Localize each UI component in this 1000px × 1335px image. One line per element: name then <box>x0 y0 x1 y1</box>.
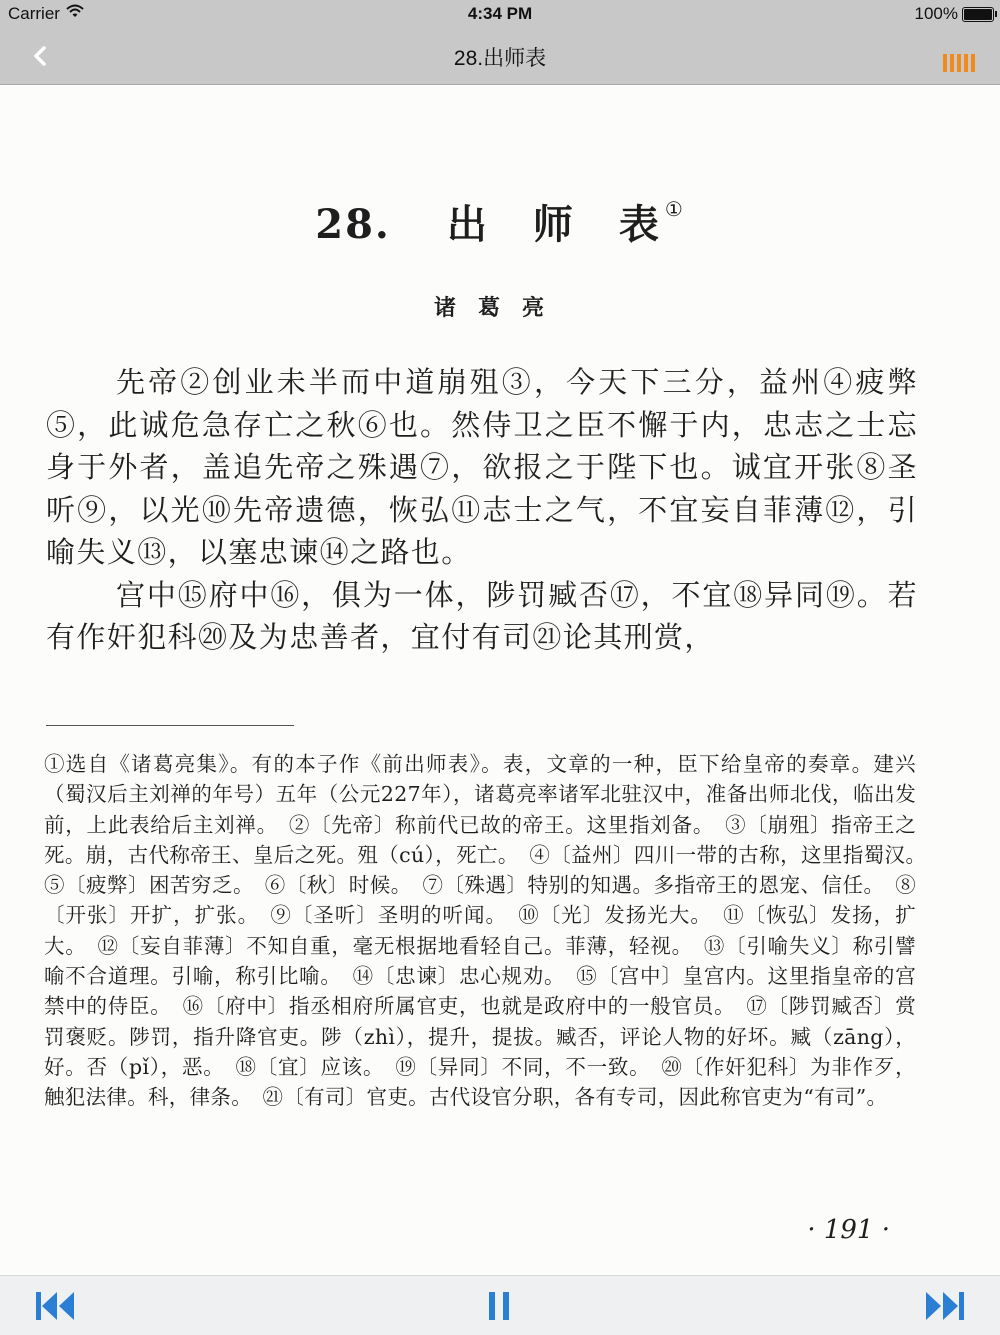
footnotes <box>44 749 937 1113</box>
skip-next-icon <box>926 1292 964 1320</box>
title-footnote-mark: ① <box>664 197 685 221</box>
pause-icon <box>489 1292 509 1320</box>
player-bar <box>0 1275 1000 1335</box>
footnote-text: ①选自《诸葛亮集》。有的本子作《前出师表》。表，文章的一种，臣下给皇帝的奏章。建兴（蜀汉后主刘禅的年号）五年（公元227年），诸葛亮率诸军北驻汉中，准备出师北伐，临出发前，上此表给后主刘禅。 ②〔先帝〕称前代已故的帝王。这里指刘备。 ③〔崩殂〕指帝王之死。崩，古代称帝王、皇后之死。殂（cú），死亡。 ④〔益州〕四川一带的古称，这里指蜀汉。 ⑤〔疲弊〕困苦穷乏。 ⑥〔秋〕时候。 ⑦〔殊遇〕特别的知遇。多指帝王的恩宠、信任。 ⑧〔开张〕开扩，扩张。 ⑨〔圣听〕圣明的听闻。 ⑩〔光〕发扬光大。 ⑪〔恢弘〕发扬，扩大。 ⑫〔妄自菲薄〕不知自重，毫无根据地看轻自己。菲薄，轻视。 ⑬〔引喻失义〕称引譬喻不合道理。引喻，称引比喻。 ⑭〔忠谏〕忠心规劝。 ⑮〔宫中〕皇宫内。这里指皇帝的宫禁中的侍臣。 ⑯〔府中〕指丞相府所属官吏，也就是政府中的一般官员。 ⑰〔陟罚臧否〕赏罚褒贬。陟罚，指升降官吏。陟（zhì），提升，提拔。臧否，评论人物的好坏。臧（zāng），好。否（pǐ），恶。 ⑱〔宜〕应该。 ⑲〔异同〕不同，不一致。 ⑳〔作奸犯科〕为非作歹，触犯法律。科，律条。 ㉑〔有司〕官吏。古代设官分职，各有专司，因此称官吏为“有司”。 <box>44 752 937 1110</box>
author-name: 诸葛亮 <box>433 295 566 321</box>
status-time: 4:34 PM <box>467 4 533 23</box>
page-number: · 191 · <box>807 1215 890 1245</box>
carrier-label: Carrier <box>8 4 60 23</box>
battery-icon <box>962 7 994 22</box>
nav-bar <box>0 28 1000 85</box>
menu-button[interactable] <box>942 50 976 72</box>
footnote-divider <box>46 725 294 726</box>
battery-percentage: 100% <box>914 4 958 23</box>
title-char: 出 <box>446 201 489 248</box>
lesson-number: 28. <box>315 201 391 248</box>
book-page <box>0 85 1000 1275</box>
pause-button[interactable] <box>486 1290 512 1322</box>
previous-track-button[interactable] <box>34 1290 76 1322</box>
title-char: 师 <box>532 201 575 248</box>
body-text <box>46 361 918 659</box>
title-char: 表 <box>618 201 661 248</box>
paragraph: 先帝②创业未半而中道崩殂③，今天下三分，益州④疲弊⑤，此诚危急存亡之秋⑥也。然侍卫之臣不懈于内，忠志之士忘身于外者，盖追先帝之殊遇⑦，欲报之于陛下也。诚宜开张⑧圣听⑨，以光⑩先帝遗德，恢弘⑪志士之气，不宜妄自菲薄⑫，引喻失义⑬，以塞忠谏⑭之路也。 <box>46 365 918 569</box>
lesson-title <box>0 193 1000 250</box>
paragraph: 宫中⑮府中⑯，俱为一体，陟罚臧否⑰，不宜⑱异同⑲。若有作奸犯科⑳及为忠善者，宜付有司㉑论其刑赏， <box>46 577 918 654</box>
skip-previous-icon <box>36 1292 74 1320</box>
bars-icon <box>943 54 975 72</box>
page-title: 28.出师表 <box>453 47 547 70</box>
status-bar <box>0 0 1000 28</box>
next-track-button[interactable] <box>924 1290 966 1322</box>
